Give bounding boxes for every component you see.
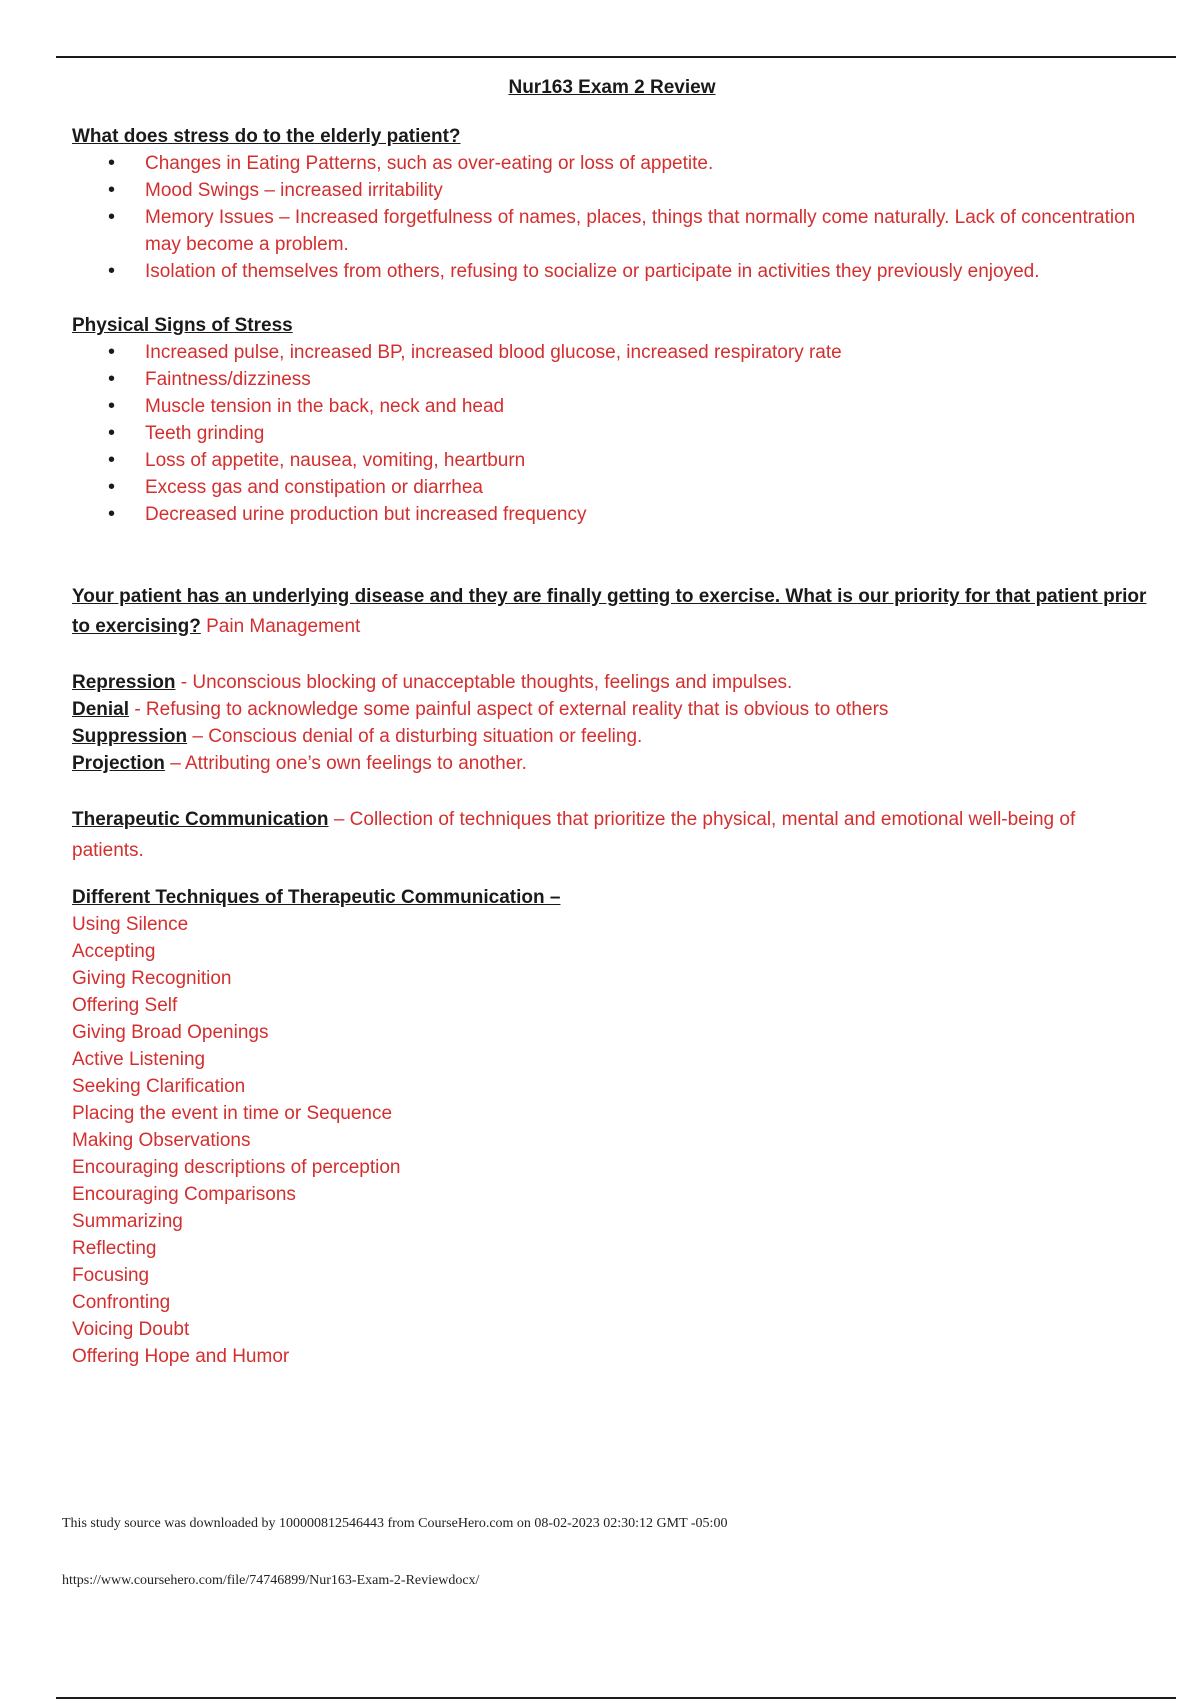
priority-answer: Pain Management <box>206 616 361 637</box>
list-item: • Isolation of themselves from others, refusing to socialize or participate in activities they previously enjoyed. <box>72 258 1152 285</box>
document-page <box>72 70 1152 1370</box>
download-note: This study source was downloaded by 100000812546443 from CourseHero.com on 08-02-2023 02:30:12 GMT -05:00 <box>62 1516 728 1531</box>
list-item: • Excess gas and constipation or diarrhea <box>72 474 1152 501</box>
defense-mechanisms <box>72 669 1152 777</box>
list-item: • Teeth grinding <box>72 420 1152 447</box>
top-divider <box>56 56 1176 58</box>
technique-item: Offering Hope and Humor <box>72 1346 290 1367</box>
list-item: • Memory Issues – Increased forgetfulness of names, places, things that normally come naturally. Lack of concentration may become a problem. <box>72 204 1152 258</box>
defense-item <box>72 696 1152 723</box>
defense-item <box>72 750 1152 777</box>
defense-item <box>72 723 1152 750</box>
defense-definition: - Refusing to acknowledge some painful aspect of external reality that is obvious to others <box>134 699 889 720</box>
techniques-list <box>72 911 1152 1370</box>
therapeutic-term: Therapeutic Communication <box>72 809 329 830</box>
list-item: • Muscle tension in the back, neck and head <box>72 393 1152 420</box>
technique-item: Placing the event in time or Sequence <box>72 1103 393 1124</box>
stress-elderly-list <box>72 150 1152 285</box>
physical-signs-list <box>72 339 1152 528</box>
defense-term: Projection <box>72 753 165 774</box>
therapeutic-definition <box>72 804 1152 866</box>
technique-item: Encouraging descriptions of perception <box>72 1157 401 1178</box>
defense-item <box>72 669 1152 696</box>
technique-item: Seeking Clarification <box>72 1076 246 1097</box>
technique-item: Using Silence <box>72 914 189 935</box>
document-title: Nur163 Exam 2 Review <box>508 77 716 98</box>
list-item: • Mood Swings – increased irritability <box>72 177 1152 204</box>
defense-term: Denial <box>72 699 130 720</box>
defense-term: Suppression <box>72 726 188 747</box>
technique-item: Confronting <box>72 1292 171 1313</box>
stress-elderly-heading: What does stress do to the elderly patient? <box>72 126 461 147</box>
source-url[interactable]: https://www.coursehero.com/file/74746899/Nur163-Exam-2-Reviewdocx/ <box>62 1573 480 1588</box>
list-item: • Decreased urine production but increased frequency <box>72 501 1152 528</box>
defense-definition: – Attributing one’s own feelings to another. <box>170 753 527 774</box>
list-item: • Faintness/dizziness <box>72 366 1152 393</box>
defense-definition: – Conscious denial of a disturbing situation or feeling. <box>192 726 643 747</box>
list-item: • Loss of appetite, nausea, vomiting, heartburn <box>72 447 1152 474</box>
list-item: • Increased pulse, increased BP, increased blood glucose, increased respiratory rate <box>72 339 1152 366</box>
technique-item: Giving Broad Openings <box>72 1022 269 1043</box>
defense-definition: - Unconscious blocking of unacceptable thoughts, feelings and impulses. <box>180 672 793 693</box>
technique-item: Focusing <box>72 1265 150 1286</box>
therapeutic-text: – Collection of techniques that prioritize the physical, mental and emotional well-being of patients. <box>72 809 1076 861</box>
priority-paragraph <box>72 582 1152 642</box>
techniques-heading: Different Techniques of Therapeutic Communication – <box>72 887 561 908</box>
technique-item: Giving Recognition <box>72 968 232 989</box>
technique-item: Voicing Doubt <box>72 1319 190 1340</box>
technique-item: Offering Self <box>72 995 178 1016</box>
technique-item: Reflecting <box>72 1238 157 1259</box>
technique-item: Accepting <box>72 941 156 962</box>
bottom-divider <box>56 1697 1176 1699</box>
physical-signs-heading: Physical Signs of Stress <box>72 315 293 336</box>
technique-item: Summarizing <box>72 1211 183 1232</box>
priority-question: Your patient has an underlying disease and they are finally getting to exercise. What is our priority for that patient prior to exercising? <box>72 586 1147 637</box>
technique-item: Encouraging Comparisons <box>72 1184 296 1205</box>
list-item: • Changes in Eating Patterns, such as over-eating or loss of appetite. <box>72 150 1152 177</box>
technique-item: Active Listening <box>72 1049 206 1070</box>
defense-term: Repression <box>72 672 176 693</box>
technique-item: Making Observations <box>72 1130 251 1151</box>
